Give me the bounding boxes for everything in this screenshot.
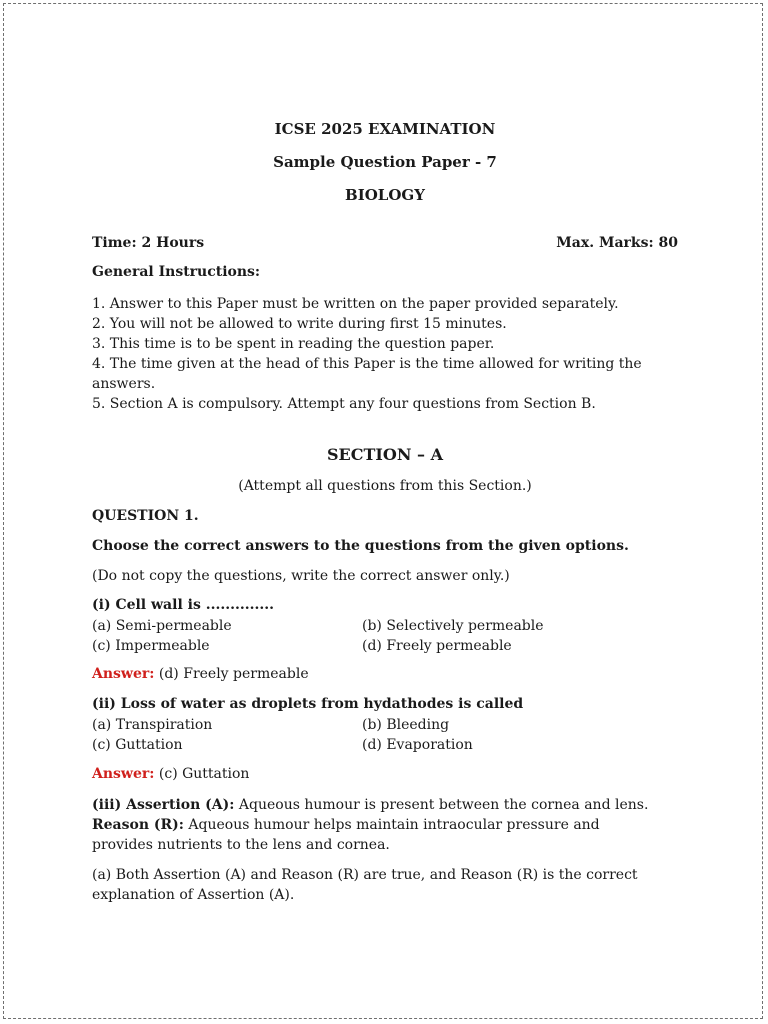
q1-options (92, 616, 678, 656)
q2-stem: (ii) Loss of water as droplets from hydathodes is called (92, 696, 524, 712)
answer-text: (d) Freely permeable (154, 666, 309, 682)
paper-title: Sample Question Paper - 7 (273, 153, 497, 171)
answer-text: (c) Guttation (154, 766, 250, 782)
q1-option-b: (b) Selectively permeable (362, 618, 544, 634)
instruction-item: answers. (92, 376, 156, 392)
instruction-item: 5. Section A is compulsory. Attempt any four questions from Section B. (92, 396, 596, 412)
q1-answer (92, 666, 678, 682)
reason-text: Aqueous humour helps maintain intraocular pressure and provides nutrients to the lens and cornea. (92, 817, 600, 853)
q2-option-c: (c) Guttation (92, 737, 183, 753)
section-a-title: SECTION – A (327, 445, 443, 464)
instruction-item: 2. You will not be allowed to write during first 15 minutes. (92, 316, 507, 332)
instruction-item: 4. The time given at the head of this Paper is the time allowed for writing the (92, 356, 642, 372)
q2-answer (92, 766, 678, 782)
assertion-text: Aqueous humour is present between the cornea and lens. (234, 797, 649, 813)
q1-stem: (i) Cell wall is .............. (92, 597, 274, 613)
q2-option-d: (d) Evaporation (362, 737, 473, 753)
assertion-label: (iii) Assertion (A): (92, 797, 235, 813)
q1-option-a: (a) Semi-permeable (92, 618, 232, 634)
question-label: QUESTION 1. (92, 508, 199, 524)
reason-label: Reason (R): (92, 817, 184, 833)
exam-meta (92, 235, 678, 251)
answer-label: Answer: (92, 766, 155, 782)
max-marks: Max. Marks: 80 (556, 235, 678, 251)
section-a-subtitle: (Attempt all questions from this Section.) (238, 478, 532, 494)
instruction-item: 3. This time is to be spent in reading the question paper. (92, 336, 495, 352)
q1-option-c: (c) Impermeable (92, 638, 210, 654)
q1-option-d: (d) Freely permeable (362, 638, 512, 654)
q2-options (92, 715, 678, 755)
subject-title: BIOLOGY (345, 186, 425, 204)
instructions-list (92, 294, 678, 414)
question-note: (Do not copy the questions, write the correct answer only.) (92, 568, 510, 584)
answer-label: Answer: (92, 666, 155, 682)
instruction-item: 1. Answer to this Paper must be written on the paper provided separately. (92, 296, 619, 312)
question-directive: Choose the correct answers to the questions from the given options. (92, 538, 629, 554)
q2-option-a: (a) Transpiration (92, 717, 213, 733)
q2-option-b: (b) Bleeding (362, 717, 450, 733)
time-allowed: Time: 2 Hours (92, 235, 205, 251)
q3-assertion-reason (92, 795, 652, 855)
q3-option-a: (a) Both Assertion (A) and Reason (R) are true, and Reason (R) is the correct explanation of Assertion (A). (92, 867, 638, 903)
exam-title: ICSE 2025 EXAMINATION (274, 120, 496, 138)
instructions-heading: General Instructions: (92, 264, 261, 280)
